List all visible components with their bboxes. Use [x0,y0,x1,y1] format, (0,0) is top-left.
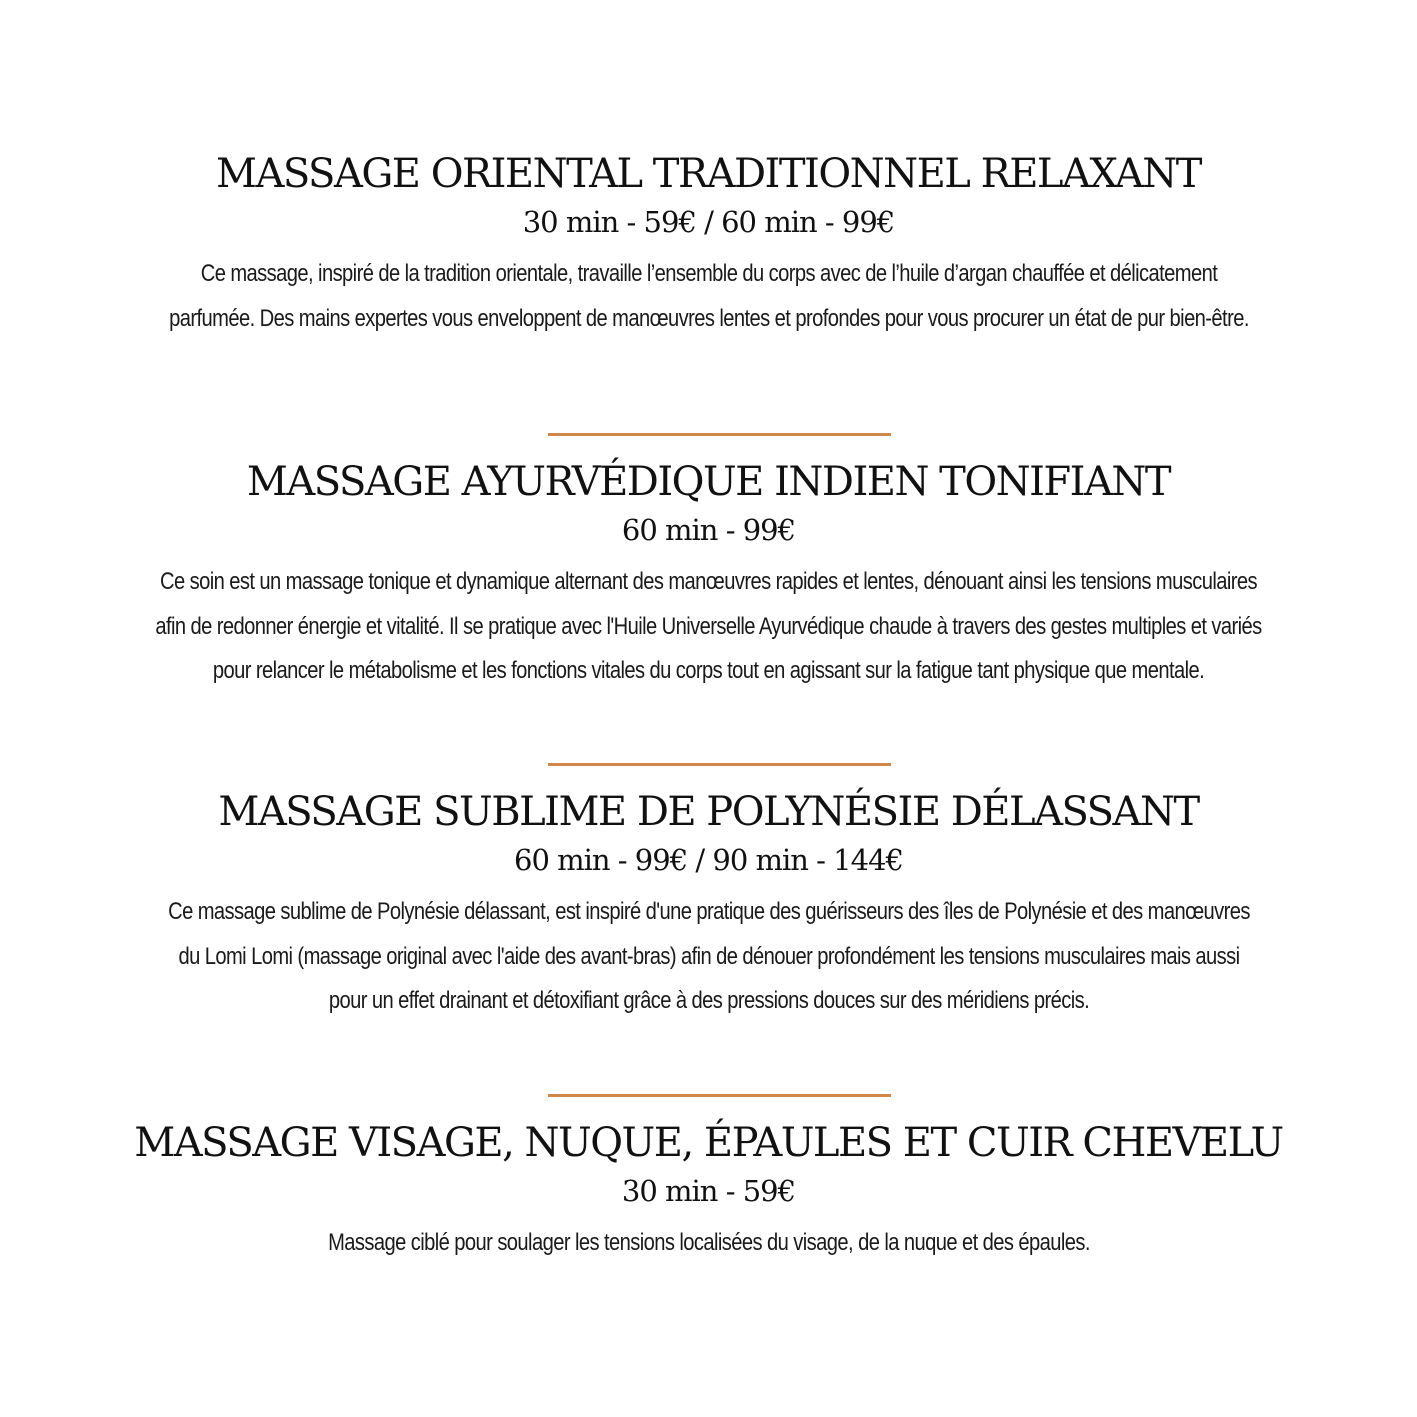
section-divider [548,433,891,436]
section-divider [548,763,891,766]
service-description: Ce massage sublime de Polynésie délassant, est inspiré d'une pratique des guérisseurs des îles de Polynésie et des manœuvres du Lomi Lomi (massage original avec l'aide des avant-bras) afin de dénouer profondément les tensions musculaires mais aussi pour un effet drainant et détoxifiant grâce à des pressions douces sur des méridiens précis. [167,898,1250,1014]
service-description: Massage ciblé pour soulager les tensions localisées du visage, de la nuque et des épaules. [327,1229,1090,1256]
service-price: 30 min - 59€ / 60 min - 99€ [522,205,895,239]
service-visage [0,1117,1417,1266]
service-title: MASSAGE VISAGE, NUQUE, ÉPAULES ET CUIR CHEVELU [134,1120,1283,1166]
service-polynesie [0,786,1417,1024]
service-oriental [0,148,1417,341]
section-divider [548,1094,891,1097]
service-price: 30 min - 59€ [621,1174,796,1208]
service-price: 60 min - 99€ [621,513,796,547]
service-ayurvedique [0,456,1417,694]
service-description: Ce massage, inspiré de la tradition orientale, travaille l’ensemble du corps avec de l’huile d’argan chauffée et délicatement parfumée. Des mains expertes vous enveloppent de manœuvres lentes et profondes pour vous procurer un état de pur bien-être. [168,260,1249,332]
service-title: MASSAGE SUBLIME DE POLYNÉSIE DÉLASSANT [218,789,1199,835]
service-title: MASSAGE AYURVÉDIQUE INDIEN TONIFIANT [246,459,1171,505]
service-description: Ce soin est un massage tonique et dynamique alternant des manœuvres rapides et lentes, dénouant ainsi les tensions musculaires afin de redonner énergie et vitalité. Il se pratique avec l'Huile Universelle Ayurvédique chaude à travers des gestes multiples et variés pour relancer le métabolisme et les fonctions vitales du corps tout en agissant sur la fatigue tant physique que mentale. [155,568,1262,684]
service-price: 60 min - 99€ / 90 min - 144€ [514,843,903,877]
service-title: MASSAGE ORIENTAL TRADITIONNEL RELAXANT [216,151,1201,197]
